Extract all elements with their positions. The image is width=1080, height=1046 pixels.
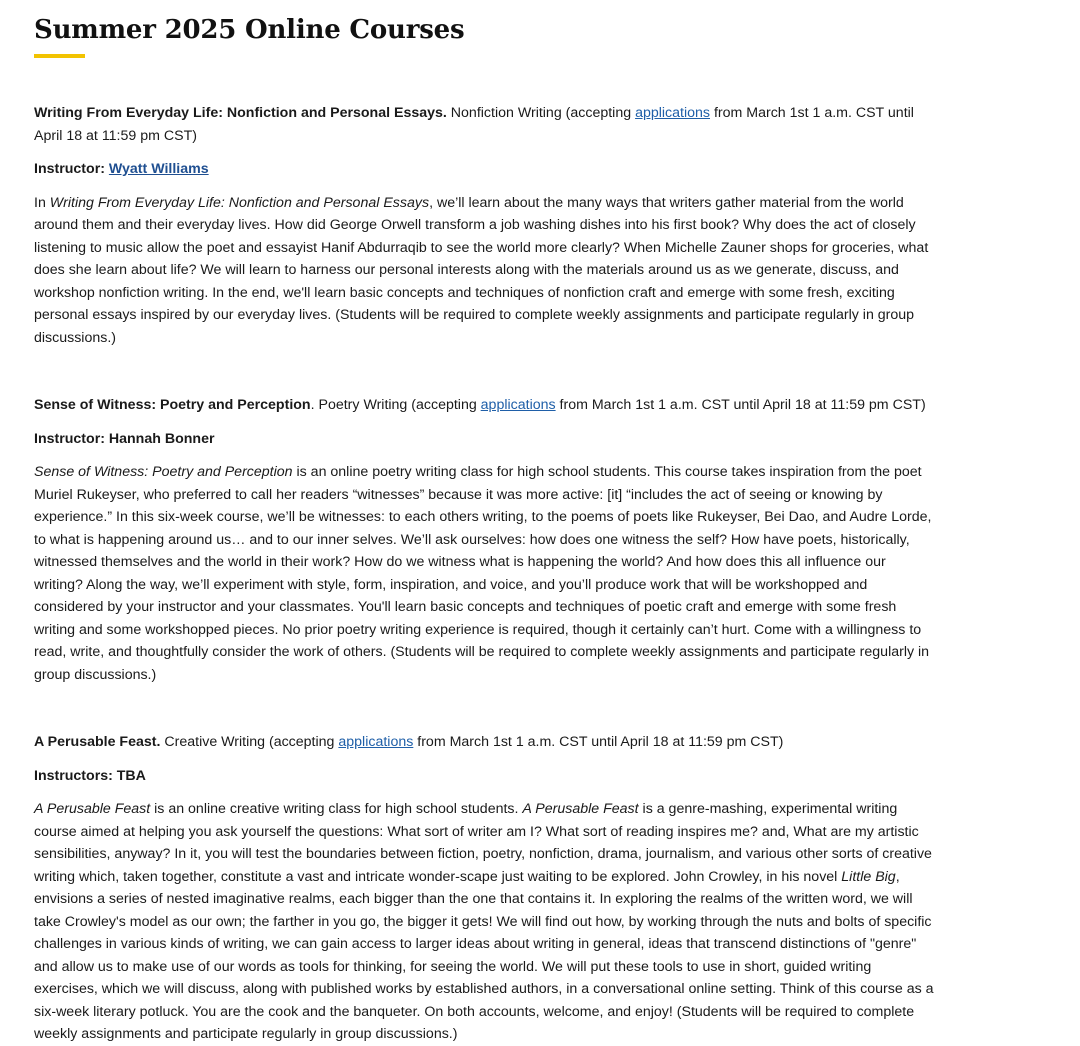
course-description xyxy=(34,798,934,1046)
applications-link[interactable]: applications xyxy=(480,397,556,413)
desc-italic-title: Sense of Witness: Poetry and Perception xyxy=(34,464,293,480)
desc-italic-title: Writing From Everyday Life: Nonfiction and Personal Essays xyxy=(49,194,430,211)
desc-italic-book-title: Little Big xyxy=(841,868,896,885)
course-heading xyxy=(34,394,934,417)
course-heading xyxy=(34,731,934,754)
desc-text: is an online poetry writing class for high school students. This course takes inspiration from the poet Muriel Rukeyser, who preferred to call her readers “witnesses” because it was more active: [it] “includes the act of seeing or knowing by experience.” In this six-week course, we’ll be witnesses: to each others writing, to the poems of poets like Rukeyser, Bei Dao, and Audre Lorde, to what is happening around us… and to our inner selves. We’ll ask ourselves: how does one witness the self? How have poets, historically, witnessed themselves and the world in their work? How do we witness what is happening the world? And how does this all influence our writing? Along the way, we’ll experiment with style, form, inspiration, and voice, and you’ll produce work that will be workshopped and considered by your instructor and your classmates. You'll learn basic concepts and techniques of poetic craft and emerge with some fresh writing and some workshopped pieces. No prior poetry writing experience is required, though it certainly can’t hurt. Come with a willingness to read, write, and thoughtfully consider the work of others. (Students will be required to complete weekly assignments and participate regularly in group discussions.) xyxy=(34,464,932,683)
course-section-nonfiction xyxy=(34,102,934,349)
course-title: A Perusable Feast. xyxy=(34,734,161,750)
course-title: Sense of Witness: Poetry and Perception xyxy=(34,397,311,413)
course-category: Nonfiction Writing (accepting xyxy=(446,105,636,121)
desc-italic-title: A Perusable Feast xyxy=(34,801,151,817)
desc-text: is an online creative writing class for high school students. xyxy=(150,801,523,817)
course-section-poetry xyxy=(34,394,934,686)
course-instructor xyxy=(34,765,934,788)
desc-text: , envisions a series of nested imaginative realms, each bigger than the one that contains it. In exploring the realms of the written word, we will take Crowley's model as our own; the farther in you go, the bigger it gets! We will find out how, by working through the nuts and bolts of specific challenges in various kinds of writing, we can gain access to larger ideas about writing in general, ideas that transcend distinctions of "genre" and allow us to make use of our words as tools for thinking, for seeing the world. We will put these tools to use in short, guided writing exercises, which we will discuss, along with published works by established authors, in a conversational online setting. Think of this course as a six-week literary potluck. You are the cook and the banqueter. On both accounts, welcome, and enjoy! (Students will be required to complete weekly assignments and participate regularly in group discussions.) xyxy=(34,868,934,1042)
course-description xyxy=(34,461,934,686)
applications-link[interactable]: applications xyxy=(635,105,710,121)
course-description xyxy=(34,192,934,350)
course-dates: from March 1st 1 a.m. CST until April 18 at 11:59 pm CST) xyxy=(555,397,926,413)
course-heading xyxy=(34,102,934,147)
instructor-label: Instructors: TBA xyxy=(34,767,146,784)
desc-text: , we’ll learn about the many ways that writers gather material from the world around them and their everyday lives. How did George Orwell transform a job washing dishes into his first book? Why does the act of closely listening to music allow the poet and essayist Hanif Abdurraqib to see the world more clearly? When Michelle Zauner shops for groceries, what does she learn about life? We will learn to harness our personal interests along with the materials around us as we generate, discuss, and workshop nonfiction writing. In the end, we'll learn basic concepts and techniques of nonfiction craft and emerge with some fresh, exciting personal essays inspired by our everyday lives. (Students will be required to complete weekly assignments and participate regularly in group discussions.) xyxy=(34,194,929,346)
applications-link[interactable]: applications xyxy=(338,734,414,750)
desc-italic-title: A Perusable Feast xyxy=(522,801,639,817)
instructor-label: Instructor: xyxy=(34,161,109,177)
course-category: . Poetry Writing (accepting xyxy=(310,397,481,413)
title-accent-bar xyxy=(34,54,85,58)
desc-text: is a genre-mashing, experimental writing course aimed at helping you ask yourself the questions: What sort of writer am I? What sort of reading inspires me? and, What are my artistic sensibilities, anyway? In it, you will test the boundaries between fiction, poetry, nonfiction, drama, journalism, and various other sorts of creative writing which, taken together, constitute a vast and intricate wonder-scape just waiting to be explored. John Crowley, in his novel xyxy=(34,801,932,885)
page-title: Summer 2025 Online Courses xyxy=(34,15,465,45)
course-section-creative xyxy=(34,731,934,1046)
desc-text: In xyxy=(34,194,50,211)
instructor-link[interactable]: Wyatt Williams xyxy=(108,161,209,177)
course-category: Creative Writing (accepting xyxy=(160,734,339,750)
course-instructor xyxy=(34,428,934,451)
course-dates: from March 1st 1 a.m. CST until April 18 at 11:59 pm CST) xyxy=(34,105,914,144)
instructor-label: Instructor: Hannah Bonner xyxy=(34,430,215,447)
course-title: Writing From Everyday Life: Nonfiction and Personal Essays. xyxy=(34,105,447,121)
course-dates: from March 1st 1 a.m. CST until April 18 at 11:59 pm CST) xyxy=(413,734,784,750)
course-instructor xyxy=(34,158,934,181)
